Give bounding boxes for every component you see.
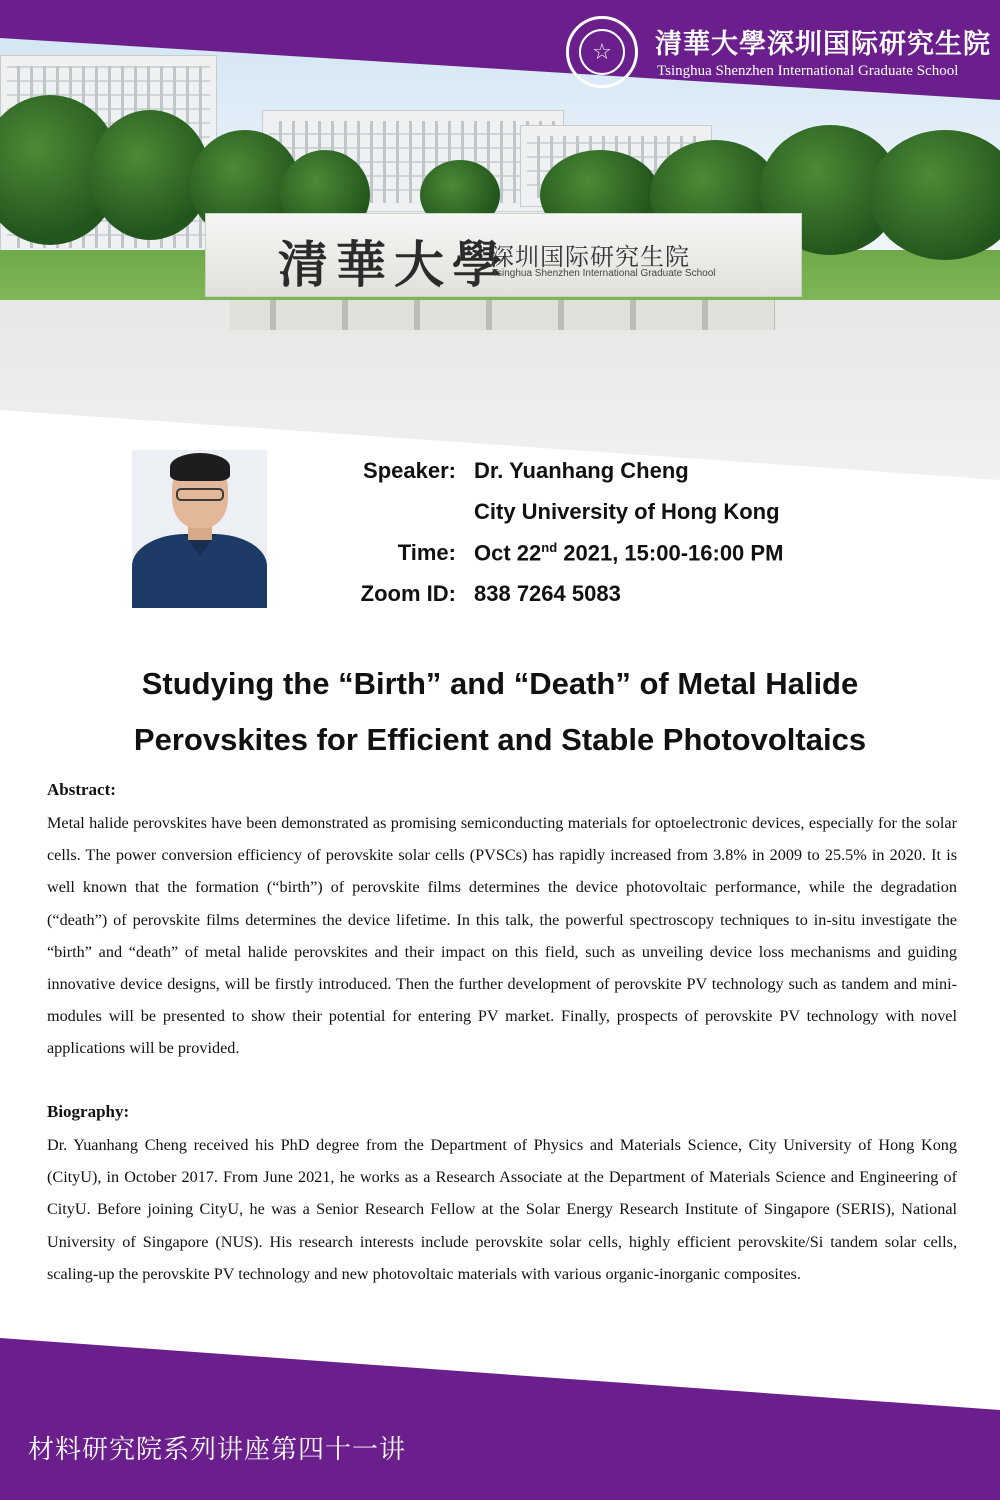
abstract-heading: Abstract: (47, 780, 116, 799)
time-ordinal: nd (541, 540, 558, 555)
speaker-photo (132, 450, 267, 608)
speaker-label: Speaker: (363, 458, 456, 483)
speaker-affiliation: City University of Hong Kong (474, 499, 780, 524)
talk-title-line-1: Studying the “Birth” and “Death” of Metal Halide (141, 666, 859, 701)
lecture-series: 材料研究院系列讲座第四十一讲 (28, 1435, 407, 1465)
biography-text: Dr. Yuanhang Cheng received his PhD degree from the Department of Physics and Materials Science, City University of Hong Kong (CityU), in October 2017. From June 2021, he works as a Research Associate at the Department of Materials Science and Engineering of CityU. Before joining CityU, he was a Senior Research Fellow at the Solar Energy Research Institute of Singapore (SERIS), National University of Singapore (NUS). His research interests include perovskite solar cells, highly efficient perovskite/Si tandem solar cells, scaling-up the perovskite PV technology and new photovoltaic materials with various organic-inorganic composites. (47, 1136, 957, 1283)
photo-hair (170, 453, 230, 481)
university-seal-icon (566, 16, 638, 88)
footer-purple (0, 1338, 1000, 1500)
abstract-text: Metal halide perovskites have been demonstrated as promising semiconducting materials for optoelectronic devices, especially for the solar cells. The power conversion efficiency of perovskite solar cells (PVSCs) has rapidly increased from 3.8% in 2009 to 25.5% in 2020. It is well known that the formation (“birth”) of perovskite films determines the device photovoltaic performance, while the degradation (“death”) of perovskite films determines the device lifetime. In this talk, the powerful spectroscopy techniques to in-situ investigate the “birth” and “death” of metal halide perovskites and their impact on this field, such as unveiling device loss mechanisms and guiding innovative device designs, will be firstly introduced. Then the further development of perovskite PV technology such as tandem and mini-modules will be presented to show their potential for entering PV market. Finally, prospects of perovskite PV technology with novel applications will be provided. (47, 814, 957, 1058)
footer-banner (0, 1330, 1000, 1500)
monument-text-cn: 清華大學 (278, 235, 510, 294)
zoom-id: 838 7264 5083 (474, 581, 621, 606)
time-rest: 2021, 15:00-16:00 PM (557, 540, 784, 566)
biography-heading: Biography: (47, 1102, 130, 1121)
time-date: Oct 22 (474, 540, 542, 566)
zoom-label: Zoom ID: (360, 581, 456, 606)
school-name-cn: 清華大學深圳国际研究生院 (655, 29, 991, 60)
monument-text-en: Tsinghua Shenzhen International Graduate School (492, 268, 716, 279)
talk-title-line-2: Perovskites for Efficient and Stable Photovoltaics (133, 722, 867, 757)
school-name-en: Tsinghua Shenzhen International Graduate School (657, 63, 959, 79)
monument-text-cn-2: 深圳国际研究生院 (490, 243, 690, 271)
talk-title (40, 656, 960, 768)
seal-star-icon: ☆ (579, 29, 625, 75)
photo-glasses (176, 488, 224, 501)
speaker-name: Dr. Yuanhang Cheng (474, 458, 689, 483)
time-label: Time: (397, 540, 456, 565)
time-value (474, 540, 783, 566)
